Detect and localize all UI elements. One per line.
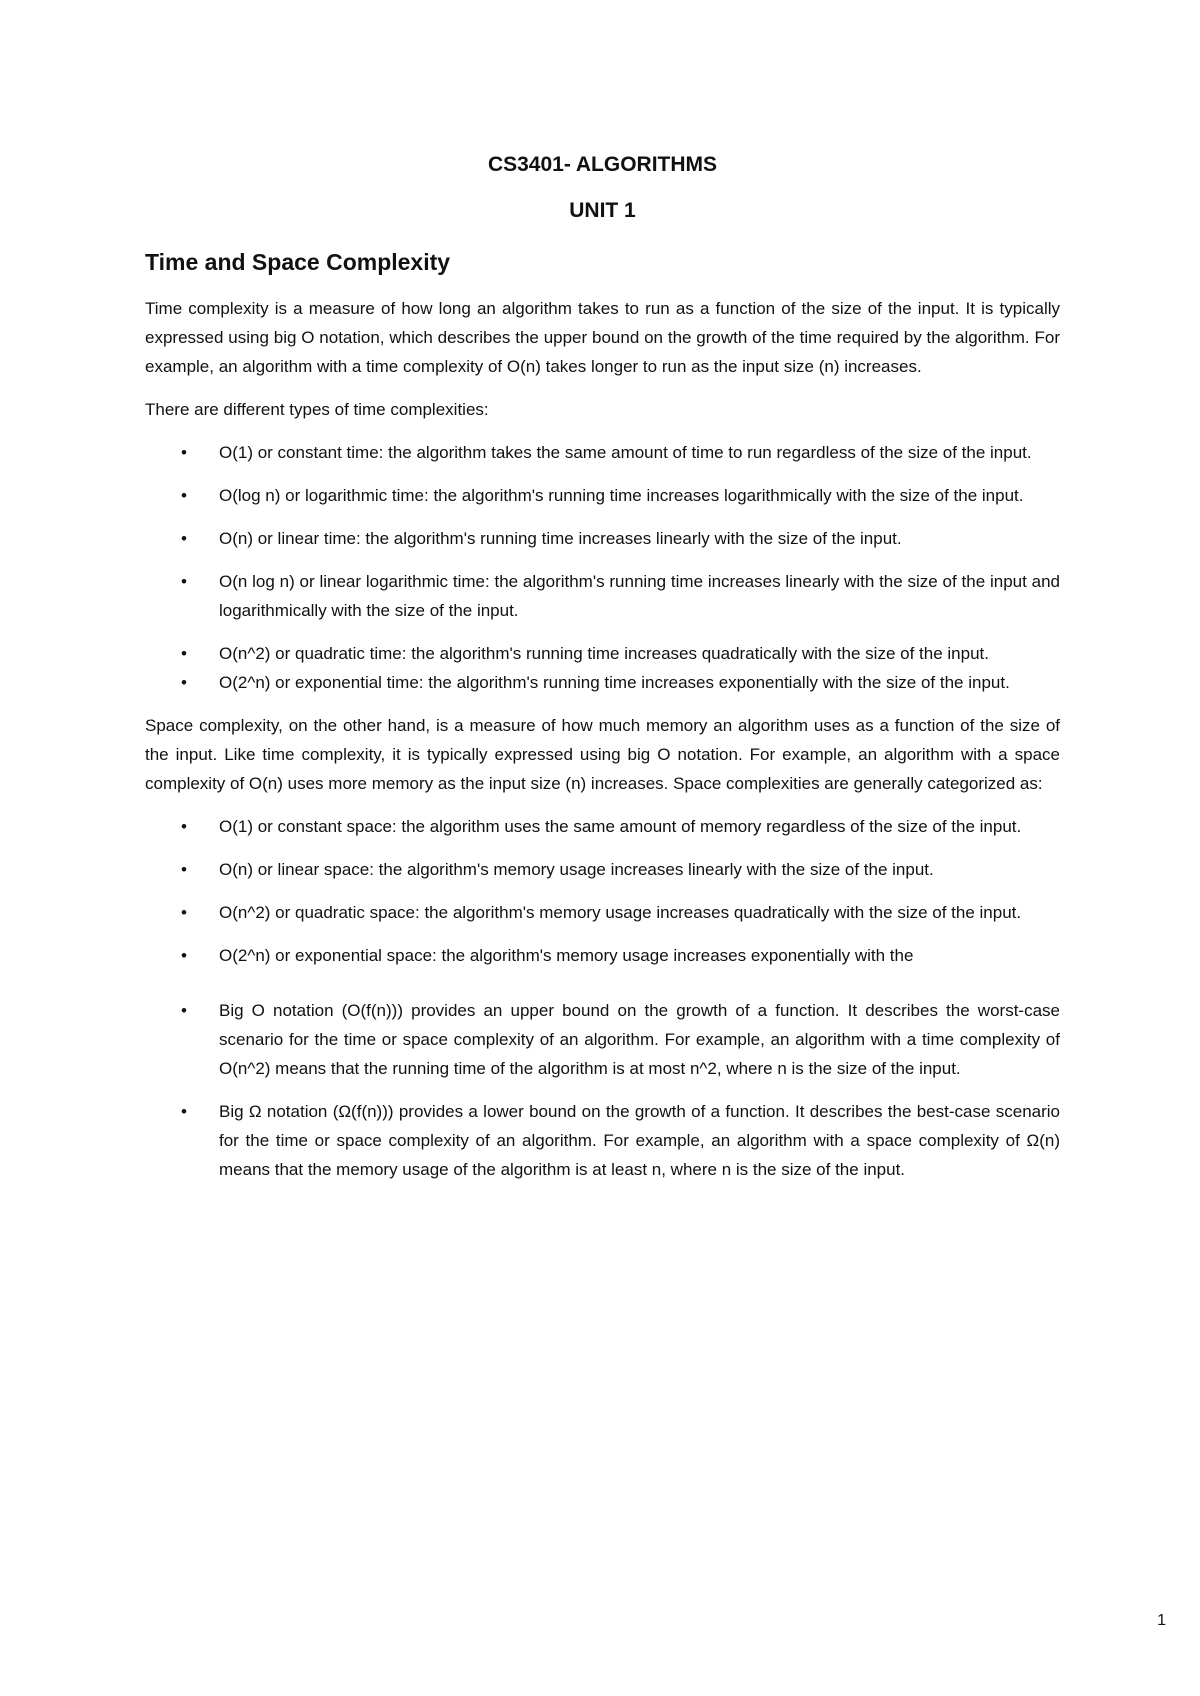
bullet-icon: • xyxy=(181,860,187,879)
bullet-icon: • xyxy=(181,1102,187,1121)
bullet-icon: • xyxy=(181,443,187,462)
page-content xyxy=(145,152,1060,1198)
bullet-icon: • xyxy=(181,1001,187,1020)
notation-list xyxy=(145,996,1060,1184)
list-item-text: O(n) or linear space: the algorithm's memory usage increases linearly with the size of the input. xyxy=(219,860,934,879)
list-item xyxy=(145,524,1060,553)
list-item xyxy=(145,898,1060,927)
list-item xyxy=(145,941,1060,970)
list-item-text: O(1) or constant space: the algorithm uses the same amount of memory regardless of the size of the input. xyxy=(219,817,1022,836)
list-item xyxy=(145,668,1060,697)
list-item xyxy=(145,567,1060,625)
space-complexity-list xyxy=(145,812,1060,970)
list-item-text: O(2^n) or exponential space: the algorithm's memory usage increases exponentially with the xyxy=(219,946,914,965)
unit-title: UNIT 1 xyxy=(569,199,636,222)
list-item xyxy=(145,438,1060,467)
page-number: 1 xyxy=(1157,1612,1166,1629)
list-item-text: O(n) or linear time: the algorithm's running time increases linearly with the size of the input. xyxy=(219,529,902,548)
bullet-icon: • xyxy=(181,486,187,505)
time-complexity-list xyxy=(145,438,1060,697)
space-complexity-intro: Space complexity, on the other hand, is a measure of how much memory an algorithm uses as a function of the size of the input. Like time complexity, it is typically expressed using big O notation. For example, an algorithm with a space complexity of O(n) uses more memory as the input size (n) increases. Space complexities are generally categorized as: xyxy=(145,716,1060,793)
time-complexity-intro: Time complexity is a measure of how long an algorithm takes to run as a function of the size of the input. It is typically expressed using big O notation, which describes the upper bound on the growth of the time required by the algorithm. For example, an algorithm with a time complexity of O(n) takes longer to run as the input size (n) increases. xyxy=(145,299,1060,376)
list-item xyxy=(145,996,1060,1083)
list-item xyxy=(145,481,1060,510)
list-item xyxy=(145,1097,1060,1184)
bullet-icon: • xyxy=(181,817,187,836)
bullet-icon: • xyxy=(181,946,187,965)
list-item xyxy=(145,639,1060,668)
list-item-text: O(n log n) or linear logarithmic time: the algorithm's running time increases linearly with the size of the input and logarithmically with the size of the input. xyxy=(219,572,1060,620)
list-item xyxy=(145,855,1060,884)
list-item-text: Big Ω notation (Ω(f(n))) provides a lower bound on the growth of a function. It describes the best-case scenario for the time or space complexity of an algorithm. For example, an algorithm with a space complexity of Ω(n) means that the memory usage of the algorithm is at least n, where n is the size of the input. xyxy=(219,1102,1060,1179)
list-item-text: O(2^n) or exponential time: the algorithm's running time increases exponentially with the size of the input. xyxy=(219,673,1010,692)
section-heading: Time and Space Complexity xyxy=(145,249,451,275)
course-title: CS3401- ALGORITHMS xyxy=(487,153,718,176)
bullet-icon: • xyxy=(181,673,187,692)
bullet-icon: • xyxy=(181,903,187,922)
list-item-text: O(log n) or logarithmic time: the algorithm's running time increases logarithmically with the size of the input. xyxy=(219,486,1024,505)
bullet-icon: • xyxy=(181,644,187,663)
list-item xyxy=(145,812,1060,841)
bullet-icon: • xyxy=(181,572,187,591)
list-item-text: O(1) or constant time: the algorithm takes the same amount of time to run regardless of the size of the input. xyxy=(219,443,1032,462)
list-item-text: O(n^2) or quadratic time: the algorithm's running time increases quadratically with the size of the input. xyxy=(219,644,989,663)
time-types-intro: There are different types of time complexities: xyxy=(145,400,489,419)
list-item-text: Big O notation (O(f(n))) provides an upper bound on the growth of a function. It describes the worst-case scenario for the time or space complexity of an algorithm. For example, an algorithm with a time complexity of O(n^2) means that the running time of the algorithm is at most n^2, where n is the size of the input. xyxy=(219,1001,1060,1078)
list-item-text: O(n^2) or quadratic space: the algorithm's memory usage increases quadratically with the size of the input. xyxy=(219,903,1022,922)
bullet-icon: • xyxy=(181,529,187,548)
